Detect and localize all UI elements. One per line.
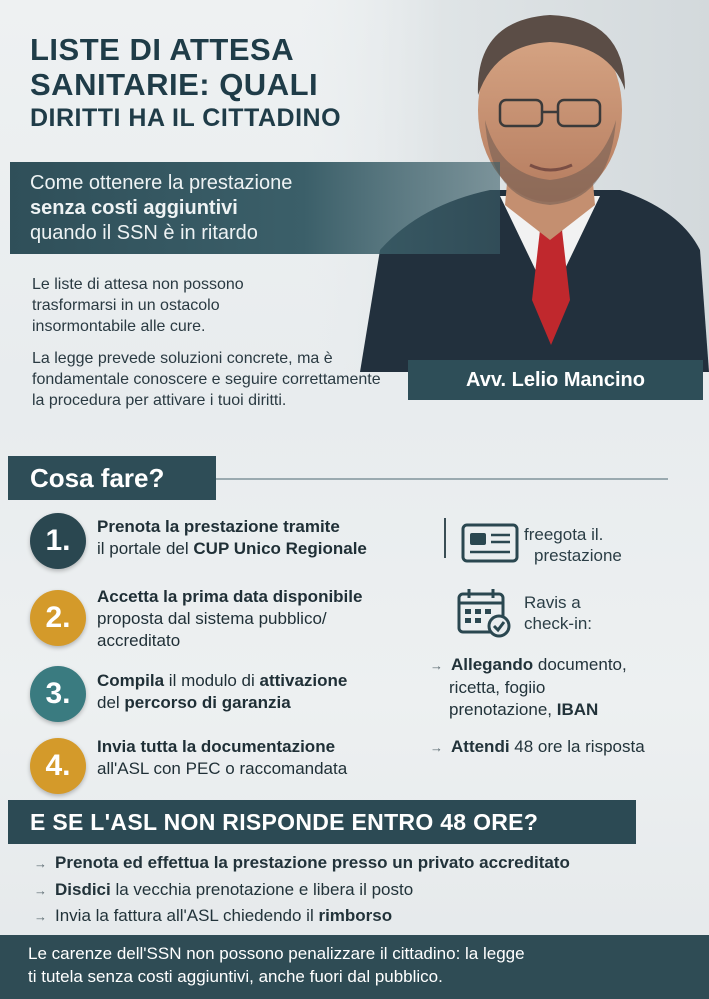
step-4-text bbox=[97, 736, 442, 780]
side-arrow-item-2 bbox=[430, 736, 645, 759]
page-title bbox=[30, 32, 470, 135]
subtitle-line-2: senza costi aggiuntivi bbox=[30, 197, 238, 219]
step-1-pre: il portale del bbox=[97, 539, 194, 558]
calendar-check-icon bbox=[456, 586, 514, 643]
step-3-text bbox=[97, 670, 442, 714]
step-4-bold: Invia tutta la documentazione bbox=[97, 737, 336, 756]
step-2-text bbox=[97, 586, 437, 652]
intro-paragraph-2: La legge prevede soluzioni concrete, ma è fondamentale conoscere e seguire correttamente la procedura per attivare i tuoi diritti. bbox=[32, 350, 381, 409]
step-3-bold-3: percorso di garanzia bbox=[124, 693, 291, 712]
title-line-3: DIRITTI HA IL CITTADINO bbox=[30, 104, 342, 132]
side-arrow-item-1 bbox=[430, 654, 627, 721]
footer-line-1: Le carenze dell'SSN non possono penalizzare il cittadino: la legge bbox=[28, 944, 525, 963]
asl-list bbox=[34, 850, 570, 930]
side-arrow-2-rest: 48 ore la risposta bbox=[509, 737, 645, 756]
side-arrow-1-bold-2: IBAN bbox=[556, 700, 599, 719]
step-1-bold: Prenota la prestazione tramite bbox=[97, 517, 340, 536]
side-arrow-1-line-2: ricetta, fogiio bbox=[449, 678, 546, 697]
arrow-icon: → bbox=[34, 856, 47, 871]
subtitle-line-3: quando il SSN è in ritardo bbox=[30, 222, 258, 244]
side-arrow-1-line-3: prenotazione, bbox=[449, 700, 557, 719]
arrow-icon: → bbox=[34, 909, 47, 924]
step-1-text bbox=[97, 516, 442, 560]
list-item bbox=[34, 877, 570, 904]
side-label-1-line-1: freegota il. bbox=[524, 525, 604, 544]
side-arrow-1-bold: Allegando bbox=[451, 655, 534, 674]
step-3-mid-1: il modulo di bbox=[164, 671, 260, 690]
id-card-icon bbox=[461, 522, 519, 569]
side-label-2 bbox=[524, 592, 592, 634]
footer-line-2: ti tutela senza costi aggiuntivi, anche fuori dal pubblico. bbox=[28, 967, 443, 986]
list-item bbox=[34, 903, 570, 930]
asl-item-1-bold: Prenota ed effettua la prestazione presso un privato accreditato bbox=[55, 853, 570, 872]
subtitle-band bbox=[10, 162, 500, 254]
side-arrow-2-bold: Attendi bbox=[451, 737, 510, 756]
author-name-tag: Avv. Lelio Mancino bbox=[408, 360, 703, 400]
step-1-bold-tail: CUP Unico Regionale bbox=[193, 539, 367, 558]
step-3-mid-2: del bbox=[97, 693, 125, 712]
step-2-bold: Accetta la prima data disponibile bbox=[97, 587, 363, 606]
intro-paragraph-1: Le liste di attesa non possono trasformarsi in un ostacolo insormontabile alle cure. bbox=[32, 276, 244, 335]
title-line-1: LISTE DI ATTESA bbox=[30, 32, 295, 67]
subtitle-line-1: Come ottenere la prestazione bbox=[30, 172, 293, 194]
step-2-number: 2. bbox=[30, 590, 86, 646]
step-2-rest: proposta dal sistema pubblico/ accreditato bbox=[97, 609, 327, 650]
side-label-2-line-2: check-in: bbox=[524, 614, 593, 633]
section-title: Cosa fare? bbox=[8, 456, 216, 500]
section-divider bbox=[216, 478, 668, 480]
title-line-2: SANITARIE: QUALI bbox=[30, 67, 319, 102]
step-1-separator bbox=[444, 518, 446, 558]
asl-banner: E SE L'ASL NON RISPONDE ENTRO 48 ORE? bbox=[8, 800, 636, 844]
asl-item-3-bold: rimborso bbox=[318, 906, 393, 925]
subtitle-text bbox=[30, 171, 292, 246]
asl-item-3-pre: Invia la fattura all'ASL chiedendo il bbox=[55, 906, 319, 925]
side-label-1-line-2: prestazione bbox=[534, 546, 622, 565]
arrow-icon: → bbox=[34, 882, 47, 898]
step-3-number: 3. bbox=[30, 666, 86, 722]
step-4-number: 4. bbox=[30, 738, 86, 794]
step-4-rest: all'ASL con PEC o raccomandata bbox=[97, 759, 348, 778]
asl-item-2-rest: la vecchia prenotazione e libera il posto bbox=[110, 879, 414, 899]
step-3-bold-2: attivazione bbox=[259, 671, 348, 690]
side-arrow-1-rest: documento, bbox=[533, 655, 627, 674]
asl-item-2-bold: Disdici bbox=[55, 879, 111, 899]
footer-band bbox=[0, 935, 709, 999]
list-item bbox=[34, 850, 570, 877]
step-1-number: 1. bbox=[30, 513, 86, 569]
arrow-icon: → bbox=[430, 658, 443, 673]
side-label-2-line-1: Ravis a bbox=[524, 593, 581, 612]
arrow-icon: → bbox=[430, 740, 443, 755]
step-3-bold-1: Compila bbox=[97, 671, 165, 690]
side-label-1 bbox=[524, 524, 622, 566]
